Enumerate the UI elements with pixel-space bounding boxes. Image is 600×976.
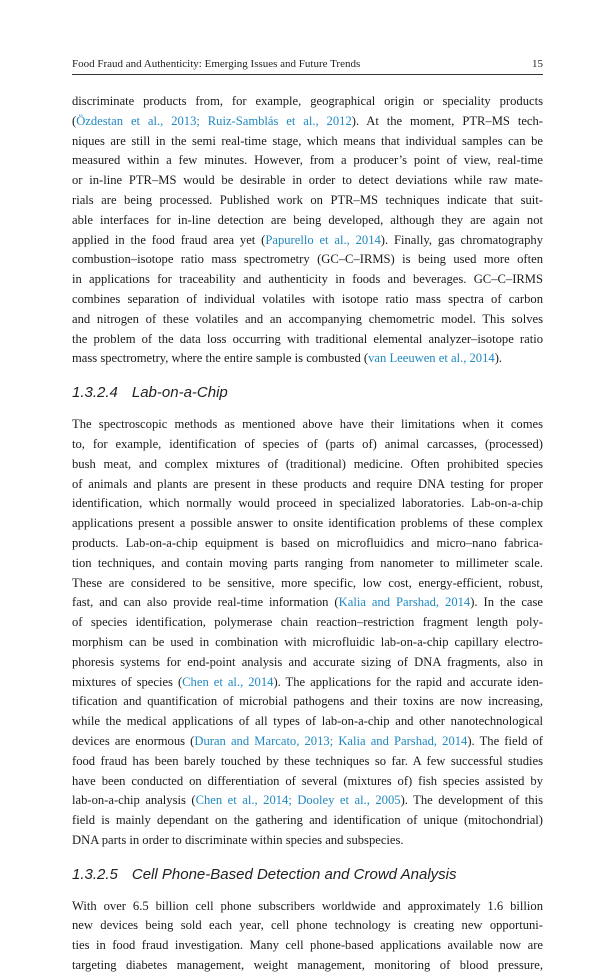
text-line: tion techniques, and contain moving parts ranging from nanometer to millimeter scale. (72, 555, 543, 570)
section-heading-lab-on-a-chip (72, 382, 543, 404)
text-line: applied in the food fraud area yet (Papurello et al., 2014). Finally, gas chromatography (72, 232, 543, 247)
citation-link[interactable]: Chen et al., 2014; Dooley et al., 2005 (195, 793, 401, 808)
header-rule (72, 74, 543, 75)
text-line: the problem of the data loss occurring with traditional elemental analyzer–isotope ratio (72, 331, 543, 346)
text-line: have been conducted on differentiation of several (mixtures of) fish species assisted by (72, 773, 543, 788)
citation-link[interactable]: Chen et al., 2014 (182, 674, 274, 689)
text-line: rials are being processed. Published work on PTR–MS techniques indicate that suit- (72, 192, 543, 207)
text-line: fast, and can also provide real-time information (Kalia and Parshad, 2014). In the case (72, 595, 544, 610)
text-line: of species identification, polymerase chain reaction–restriction fragment length poly- (72, 615, 543, 630)
page-number: 15 (532, 58, 543, 70)
spacer (72, 851, 543, 864)
citation-link[interactable]: Papurello et al., 2014 (265, 232, 381, 247)
citation-link[interactable]: Kalia and Parshad, 2014 (338, 595, 471, 610)
text-line: and nitrogen of these volatiles and an accompanying chemometric model. This solves (72, 311, 543, 326)
text-line: mass spectrometry, where the entire sample is combusted (van Leeuwen et al., 2014). (72, 351, 503, 366)
section-title: Lab-on-a-Chip (131, 384, 228, 402)
text-line: food fraud has been barely touched by these techniques so far. A few successful studies (72, 753, 543, 768)
text-line: discriminate products from, for example, geographical origin or speciality products (72, 94, 543, 108)
text-line: DNA parts in order to discriminate within species and subspecies. (72, 832, 404, 847)
paragraph-lab-on-a-chip (72, 415, 543, 851)
citation-link[interactable]: Özdestan et al., 2013; Ruiz-Samblás et al., 2012 (76, 113, 352, 128)
citation-link[interactable]: Duran and Marcato, 2013; Kalia and Parshad, 2014 (194, 733, 468, 748)
text-line: products. Lab-on-a-chip equipment is based on microfluidics and micro–nano fabrica- (72, 535, 543, 550)
text-line: applications present a possible answer to onsite identification problems of these complex (72, 516, 543, 531)
section-number: 1.3.2.5 (72, 865, 118, 883)
spacer (72, 369, 543, 382)
text-line: combines separation of individual volatiles with isotope ratio mass spectra of carbon (72, 291, 543, 306)
text-line: mixtures of species (Chen et al., 2014). The applications for the rapid and accurate iden- (72, 674, 543, 689)
text-line: The spectroscopic methods as mentioned above have their limitations when it comes (72, 417, 543, 432)
section-number: 1.3.2.4 (72, 384, 118, 402)
text-line: ties in food fraud investigation. Many cell phone-based applications available now are (72, 938, 543, 953)
text-line: lab-on-a-chip analysis (Chen et al., 2014; Dooley et al., 2005). The development of this (72, 793, 543, 808)
text-line: bush meat, and complex mixtures of (traditional) medicine. Often prohibited species (72, 456, 543, 471)
text-line: (Özdestan et al., 2013; Ruiz-Samblás et al., 2012). At the moment, PTR–MS tech- (72, 113, 543, 128)
text-line: while the medical applications of all types of lab-on-a-chip and other nanotechnological (72, 714, 543, 729)
text-line: These are considered to be sensitive, more specific, low cost, energy-efficient, robust, (72, 575, 543, 590)
body-text (72, 92, 543, 976)
spacer (72, 404, 543, 415)
text-line: identification, which normally would proceed in specialized laboratories. Lab-on-a-chip (72, 496, 543, 511)
text-line: combustion–isotope ratio mass spectrometry (GC–C–IRMS) is being used more often (72, 252, 543, 267)
paragraph-cell-phone (72, 897, 543, 976)
text-line: measured within a few minutes. However, from a producer’s point of view, real-time (72, 153, 543, 168)
text-line: able interfaces for in-line detection are being developed, although they are again not (72, 212, 543, 227)
text-line: new devices being sold each year, cell phone technology is creating new opportuni- (72, 918, 543, 933)
paragraph-ptr-ms (72, 92, 543, 369)
text-line: niques are still in the semi real-time stage, which means that individual samples can be (72, 133, 543, 148)
text-line: devices are enormous (Duran and Marcato, 2013; Kalia and Parshad, 2014). The field of (72, 733, 543, 748)
text-line: phoresis systems for end-point analysis and accurate sizing of DNA fragments, also in (72, 654, 543, 669)
text-line: in applications for traceability and authenticity in foods and beverages. GC–C–IRMS (72, 272, 543, 287)
citation-link[interactable]: van Leeuwen et al., 2014 (368, 351, 495, 366)
text-line: morphism can be used in combination with microfluidic lab-on-a-chip capillary electro- (72, 634, 543, 649)
text-line: With over 6.5 billion cell phone subscribers worldwide and approximately 1.6 billion (72, 898, 543, 913)
spacer (72, 886, 543, 897)
running-title: Food Fraud and Authenticity: Emerging Issues and Future Trends (72, 58, 361, 70)
text-line: targeting diabetes management, weight management, monitoring of blood pressure, (72, 958, 543, 973)
section-heading-cell-phone (72, 864, 543, 886)
section-title: Cell Phone-Based Detection and Crowd Analysis (131, 865, 457, 883)
text-line: or in-line PTR–MS would be desirable in order to detect deviations while raw mate- (72, 173, 543, 188)
running-header (72, 58, 543, 72)
text-line: to, for example, identification of species of (parts of) animal carcasses, (processed) (72, 436, 543, 451)
text-line: tification and quantification of microbial pathogens and their toxins are now increasing, (72, 694, 543, 709)
text-line: of animals and plants are present in these products and require DNA testing for proper (72, 476, 543, 491)
text-line: field is mainly dependant on the gathering and identification of unique (mitochondrial) (72, 813, 543, 828)
